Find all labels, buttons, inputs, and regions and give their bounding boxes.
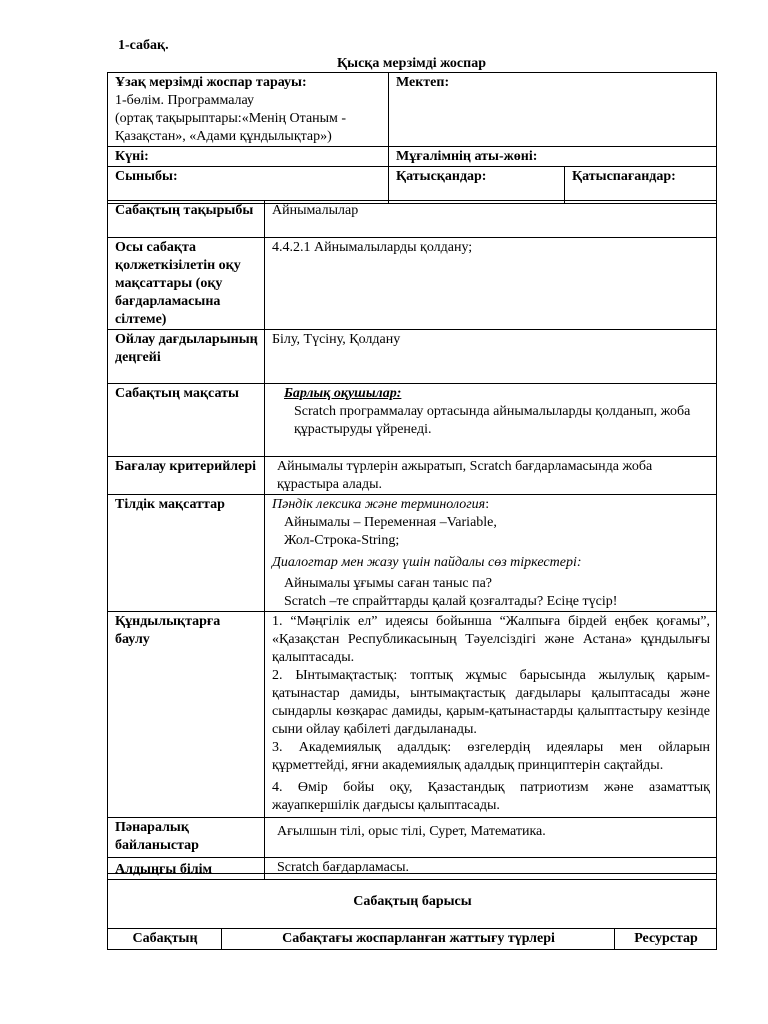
topic-label: Сабақтың тақырыбы bbox=[108, 201, 265, 238]
lesson-plan-table bbox=[107, 200, 717, 880]
objectives-label: Осы сабақта қолжеткізілетін оқу мақсаттары (оқу бағдарламасына сілтеме) bbox=[108, 238, 265, 330]
lesson-aim-label: Сабақтың мақсаты bbox=[108, 384, 265, 457]
vocabulary-heading-colon: : bbox=[485, 497, 490, 512]
thinking-level-label: Ойлау дағдыларының деңгейі bbox=[108, 330, 265, 384]
absent-label: Қатыспағандар: bbox=[572, 169, 676, 184]
present-label: Қатысқандар: bbox=[396, 169, 487, 184]
vocabulary-line-1: Айнымалы – Переменная –Variable, bbox=[284, 515, 497, 530]
class-label: Сыныбы: bbox=[115, 169, 178, 184]
interdisciplinary-value: Ағылшын тілі, орыс тілі, Сурет, Математика. bbox=[265, 818, 717, 858]
long-term-plan-label: Ұзақ мерзімді жоспар тарауы: bbox=[115, 75, 307, 90]
thinking-level-value: Білу, Түсіну, Қолдану bbox=[265, 330, 717, 384]
topic-value: Айнымалылар bbox=[265, 201, 717, 238]
progress-column-resources: Ресурстар bbox=[615, 929, 717, 950]
date-label: Күні: bbox=[115, 149, 149, 164]
language-objectives-cell bbox=[265, 495, 717, 612]
values-item-3: 3. Академиялық адалдық: өзгелердің идеялары мен ойларын құрметтейді, яғни академиялық адалдық принциптерін сақтайды. bbox=[272, 740, 710, 773]
school-label: Мектеп: bbox=[396, 75, 450, 90]
phrase-line-2: Scratch –те спрайттарды қалай қозғалтады? Есіңе түсір! bbox=[284, 594, 618, 609]
header-table bbox=[107, 72, 717, 204]
prior-knowledge-value: Scratch бағдарламасы. bbox=[265, 858, 717, 880]
long-term-plan-section: 1-бөлім. Программалау bbox=[115, 93, 255, 108]
values-item-2: 2. Ынтымақтастық: топтық жұмыс барысында жылулық қарым-қатынастар дамиды, ынтымақтастық дағдылары қалыптасады және сындарлы көзқарас дамиды, қарым-қатынастарды қалыптастыру кезінде сыни ойлау қабілеті дағдыланады. bbox=[272, 668, 710, 737]
phrases-heading: Диалогтар мен жазу үшін пайдалы сөз тіркестері: bbox=[272, 555, 582, 570]
long-term-plan-cell bbox=[108, 73, 389, 147]
values-cell bbox=[265, 612, 717, 818]
document-title: Қысқа мерзімді жоспар bbox=[337, 56, 486, 71]
class-cell bbox=[108, 167, 389, 204]
objectives-value: 4.4.2.1 Айнымалыларды қолдану; bbox=[265, 238, 717, 330]
present-cell bbox=[389, 167, 565, 204]
date-cell bbox=[108, 147, 389, 167]
values-item-1: 1. “Мәңгілік ел” идеясы бойынша “Жалпыға бірдей еңбек қоғамы”, «Қазақстан Республикасының Тәуелсіздігі және Астана» құндылығы қалыптасады. bbox=[272, 614, 710, 665]
teacher-name-label: Мұғалімнің аты-жөні: bbox=[396, 149, 538, 164]
teacher-cell bbox=[389, 147, 717, 167]
lesson-aim-cell bbox=[265, 384, 717, 457]
lesson-number: 1-сабақ. bbox=[118, 38, 169, 53]
lesson-aim-heading: Барлық оқушылар: bbox=[284, 386, 402, 401]
school-cell bbox=[389, 73, 717, 147]
lesson-progress-table bbox=[107, 873, 717, 950]
values-label: Құндылықтарға баулу bbox=[108, 612, 265, 818]
progress-column-stage: Сабақтың bbox=[108, 929, 222, 950]
values-item-4: 4. Өмір бойы оқу, Қазастандық патриотизм және азаматтық жауапкершілік дағдысы қалыптасады. bbox=[272, 780, 710, 813]
lesson-progress-title: Сабақтың барысы bbox=[108, 874, 717, 929]
interdisciplinary-label: Пәнаралық байланыстар bbox=[108, 818, 265, 858]
phrase-line-1: Айнымалы ұғымы саған таныс па? bbox=[284, 576, 492, 591]
vocabulary-line-2: Жол-Строка-String; bbox=[284, 533, 400, 548]
lesson-aim-value: Scratch программалау ортасында айнымалыларды қолданып, жоба құрастыруды үйренеді. bbox=[294, 404, 691, 437]
assessment-criteria-label: Бағалау критерийлері bbox=[108, 457, 265, 495]
vocabulary-heading: Пәндік лексика және терминология bbox=[272, 497, 486, 512]
assessment-criteria-value: Айнымалы түрлерін ажыратып, Scratch бағдарламасында жоба құрастыра алады. bbox=[265, 457, 717, 495]
progress-column-activities: Сабақтағы жоспарланған жаттығу түрлері bbox=[222, 929, 615, 950]
language-objectives-label: Тілдік мақсаттар bbox=[108, 495, 265, 612]
long-term-plan-themes: (ортақ тақырыптары:«Менің Отаным - Қазақстан», «Адами құндылықтар») bbox=[115, 111, 347, 144]
absent-cell bbox=[565, 167, 717, 204]
prior-knowledge-label: Алдыңғы білім bbox=[108, 858, 265, 880]
